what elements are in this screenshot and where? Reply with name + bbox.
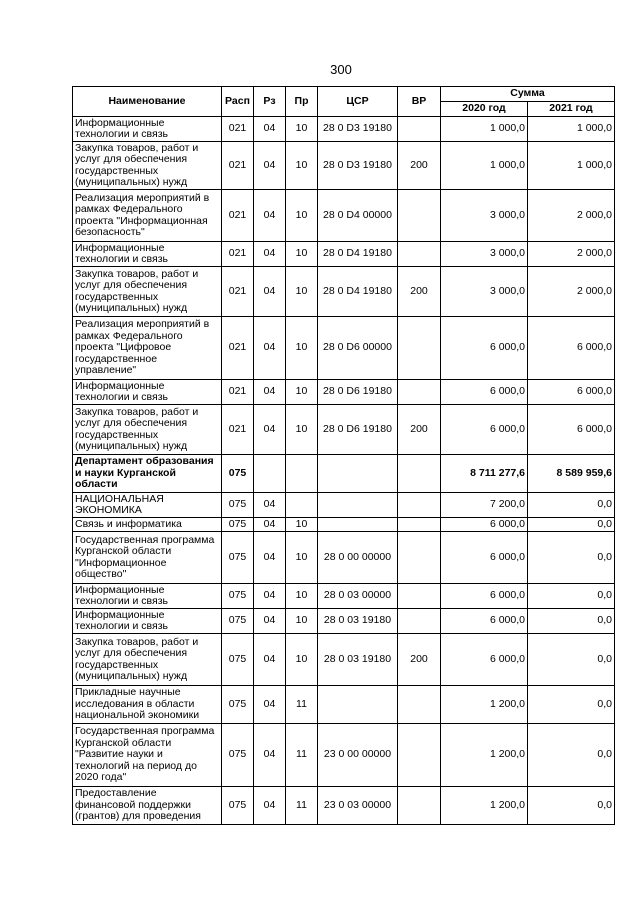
header-pr: Пр	[286, 87, 318, 117]
cell-name: Департамент образования и науки Курганской области	[73, 455, 222, 493]
cell-name: Предоставление финансовой поддержки (грантов) для проведения	[73, 787, 222, 825]
table-row	[73, 380, 615, 405]
cell-pr: 10	[286, 584, 318, 609]
cell-rasp: 021	[222, 190, 254, 242]
header-2020: 2020 год	[441, 102, 528, 117]
cell-csr: 28 0 D4 19180	[318, 242, 398, 267]
cell-rz: 04	[254, 317, 286, 380]
cell-csr: 28 0 03 19180	[318, 634, 398, 686]
cell-2021: 0,0	[528, 609, 615, 634]
cell-csr: 28 0 D3 19180	[318, 142, 398, 190]
cell-vr: 200	[398, 405, 441, 455]
table-row	[73, 493, 615, 518]
cell-rz: 04	[254, 190, 286, 242]
cell-rasp: 021	[222, 242, 254, 267]
page-number: 300	[330, 62, 352, 77]
cell-csr: 28 0 D6 19180	[318, 380, 398, 405]
cell-pr: 10	[286, 380, 318, 405]
cell-rasp: 075	[222, 532, 254, 584]
cell-rasp: 075	[222, 455, 254, 493]
cell-vr	[398, 787, 441, 825]
cell-rasp: 075	[222, 609, 254, 634]
cell-csr: 23 0 00 00000	[318, 724, 398, 787]
cell-pr: 11	[286, 787, 318, 825]
cell-pr: 10	[286, 242, 318, 267]
cell-2020: 6 000,0	[441, 317, 528, 380]
cell-vr: 200	[398, 267, 441, 317]
cell-pr: 11	[286, 686, 318, 724]
cell-name: Государственная программа Курганской области "Развитие науки и технологий на период до 2020 года"	[73, 724, 222, 787]
table-row	[73, 609, 615, 634]
cell-csr: 28 0 D4 19180	[318, 267, 398, 317]
table-row	[73, 634, 615, 686]
cell-rasp: 075	[222, 518, 254, 532]
cell-vr	[398, 190, 441, 242]
cell-rasp: 075	[222, 584, 254, 609]
cell-name: Информационные технологии и связь	[73, 609, 222, 634]
cell-name: Информационные технологии и связь	[73, 242, 222, 267]
cell-name: Информационные технологии и связь	[73, 117, 222, 142]
cell-pr: 10	[286, 317, 318, 380]
header-csr: ЦСР	[318, 87, 398, 117]
cell-vr	[398, 317, 441, 380]
cell-name: Закупка товаров, работ и услуг для обеспечения государственных (муниципальных) нужд	[73, 142, 222, 190]
table-row	[73, 242, 615, 267]
cell-rz: 04	[254, 493, 286, 518]
cell-rz: 04	[254, 686, 286, 724]
table-row	[73, 142, 615, 190]
cell-rz: 04	[254, 518, 286, 532]
cell-2020: 6 000,0	[441, 405, 528, 455]
cell-2020: 6 000,0	[441, 584, 528, 609]
cell-vr	[398, 724, 441, 787]
cell-rz: 04	[254, 724, 286, 787]
cell-2021: 0,0	[528, 634, 615, 686]
cell-name: Связь и информатика	[73, 518, 222, 532]
cell-2021: 2 000,0	[528, 242, 615, 267]
cell-name: Закупка товаров, работ и услуг для обеспечения государственных (муниципальных) нужд	[73, 634, 222, 686]
cell-csr: 23 0 03 00000	[318, 787, 398, 825]
cell-rz: 04	[254, 142, 286, 190]
table-body	[73, 117, 615, 825]
cell-rz: 04	[254, 634, 286, 686]
cell-2021: 0,0	[528, 787, 615, 825]
table-row	[73, 518, 615, 532]
cell-rz: 04	[254, 242, 286, 267]
cell-2021: 0,0	[528, 518, 615, 532]
cell-csr	[318, 455, 398, 493]
cell-2020: 1 200,0	[441, 724, 528, 787]
cell-csr: 28 0 03 00000	[318, 584, 398, 609]
cell-csr	[318, 493, 398, 518]
cell-rz: 04	[254, 584, 286, 609]
cell-2020: 6 000,0	[441, 609, 528, 634]
cell-pr: 10	[286, 142, 318, 190]
table-row	[73, 190, 615, 242]
cell-pr: 10	[286, 609, 318, 634]
cell-vr	[398, 609, 441, 634]
cell-csr: 28 0 00 00000	[318, 532, 398, 584]
cell-vr	[398, 493, 441, 518]
cell-csr: 28 0 D3 19180	[318, 117, 398, 142]
cell-name: Государственная программа Курганской области "Информационное общество"	[73, 532, 222, 584]
cell-rz: 04	[254, 609, 286, 634]
cell-rz: 04	[254, 117, 286, 142]
cell-2020: 1 000,0	[441, 117, 528, 142]
cell-2020: 3 000,0	[441, 267, 528, 317]
cell-pr: 10	[286, 405, 318, 455]
cell-vr	[398, 518, 441, 532]
cell-name: Информационные технологии и связь	[73, 584, 222, 609]
cell-pr: 10	[286, 532, 318, 584]
table-row	[73, 405, 615, 455]
cell-vr	[398, 532, 441, 584]
cell-vr: 200	[398, 634, 441, 686]
cell-2020: 6 000,0	[441, 532, 528, 584]
cell-csr	[318, 686, 398, 724]
cell-rz: 04	[254, 380, 286, 405]
cell-2021: 1 000,0	[528, 117, 615, 142]
budget-table	[72, 86, 615, 825]
table-row	[73, 317, 615, 380]
cell-name: Закупка товаров, работ и услуг для обеспечения государственных (муниципальных) нужд	[73, 405, 222, 455]
cell-vr	[398, 380, 441, 405]
table-row	[73, 584, 615, 609]
cell-2020: 1 200,0	[441, 686, 528, 724]
cell-2021: 6 000,0	[528, 317, 615, 380]
cell-rz: 04	[254, 267, 286, 317]
cell-2021: 0,0	[528, 724, 615, 787]
table-row	[73, 532, 615, 584]
cell-name: НАЦИОНАЛЬНАЯ ЭКОНОМИКА	[73, 493, 222, 518]
cell-2021: 6 000,0	[528, 405, 615, 455]
cell-rasp: 021	[222, 142, 254, 190]
cell-pr: 10	[286, 190, 318, 242]
cell-vr	[398, 584, 441, 609]
header-sum: Сумма	[441, 87, 615, 102]
cell-rasp: 075	[222, 724, 254, 787]
cell-2020: 3 000,0	[441, 242, 528, 267]
cell-2021: 0,0	[528, 686, 615, 724]
cell-vr	[398, 455, 441, 493]
header-rasp: Расп	[222, 87, 254, 117]
cell-2021: 0,0	[528, 584, 615, 609]
cell-rasp: 021	[222, 317, 254, 380]
cell-rz: 04	[254, 787, 286, 825]
header-rz: Рз	[254, 87, 286, 117]
cell-rz: 04	[254, 405, 286, 455]
table-row	[73, 267, 615, 317]
table-row	[73, 787, 615, 825]
cell-2020: 7 200,0	[441, 493, 528, 518]
cell-rasp: 075	[222, 686, 254, 724]
header-name: Наименование	[73, 87, 222, 117]
cell-2020: 6 000,0	[441, 380, 528, 405]
cell-csr: 28 0 D6 00000	[318, 317, 398, 380]
cell-2021: 6 000,0	[528, 380, 615, 405]
cell-name: Прикладные научные исследования в области национальной экономики	[73, 686, 222, 724]
cell-vr	[398, 242, 441, 267]
cell-2020: 1 200,0	[441, 787, 528, 825]
cell-2021: 2 000,0	[528, 190, 615, 242]
cell-2021: 2 000,0	[528, 267, 615, 317]
cell-pr	[286, 455, 318, 493]
cell-name: Реализация мероприятий в рамках Федерального проекта "Цифровое государственное управление"	[73, 317, 222, 380]
cell-csr: 28 0 D6 19180	[318, 405, 398, 455]
cell-rasp: 021	[222, 380, 254, 405]
cell-pr: 10	[286, 267, 318, 317]
cell-rasp: 021	[222, 267, 254, 317]
cell-rz: 04	[254, 532, 286, 584]
cell-csr: 28 0 D4 00000	[318, 190, 398, 242]
cell-vr	[398, 117, 441, 142]
cell-rasp: 021	[222, 117, 254, 142]
cell-pr	[286, 493, 318, 518]
table-row	[73, 724, 615, 787]
cell-pr: 10	[286, 117, 318, 142]
cell-rz	[254, 455, 286, 493]
cell-rasp: 075	[222, 493, 254, 518]
cell-pr: 10	[286, 518, 318, 532]
cell-2020: 3 000,0	[441, 190, 528, 242]
table-row	[73, 455, 615, 493]
cell-2021: 0,0	[528, 532, 615, 584]
cell-rasp: 075	[222, 787, 254, 825]
cell-csr	[318, 518, 398, 532]
cell-2021: 8 589 959,6	[528, 455, 615, 493]
cell-name: Реализация мероприятий в рамках Федерального проекта "Информационная безопасность"	[73, 190, 222, 242]
cell-2020: 8 711 277,6	[441, 455, 528, 493]
cell-2020: 1 000,0	[441, 142, 528, 190]
cell-2020: 6 000,0	[441, 634, 528, 686]
header-2021: 2021 год	[528, 102, 615, 117]
header-vr: ВР	[398, 87, 441, 117]
cell-name: Информационные технологии и связь	[73, 380, 222, 405]
cell-rasp: 075	[222, 634, 254, 686]
table-row	[73, 117, 615, 142]
cell-rasp: 021	[222, 405, 254, 455]
cell-pr: 11	[286, 724, 318, 787]
cell-pr: 10	[286, 634, 318, 686]
cell-vr: 200	[398, 142, 441, 190]
cell-2021: 0,0	[528, 493, 615, 518]
table-row	[73, 686, 615, 724]
cell-2020: 6 000,0	[441, 518, 528, 532]
cell-csr: 28 0 03 19180	[318, 609, 398, 634]
cell-2021: 1 000,0	[528, 142, 615, 190]
cell-vr	[398, 686, 441, 724]
cell-name: Закупка товаров, работ и услуг для обеспечения государственных (муниципальных) нужд	[73, 267, 222, 317]
